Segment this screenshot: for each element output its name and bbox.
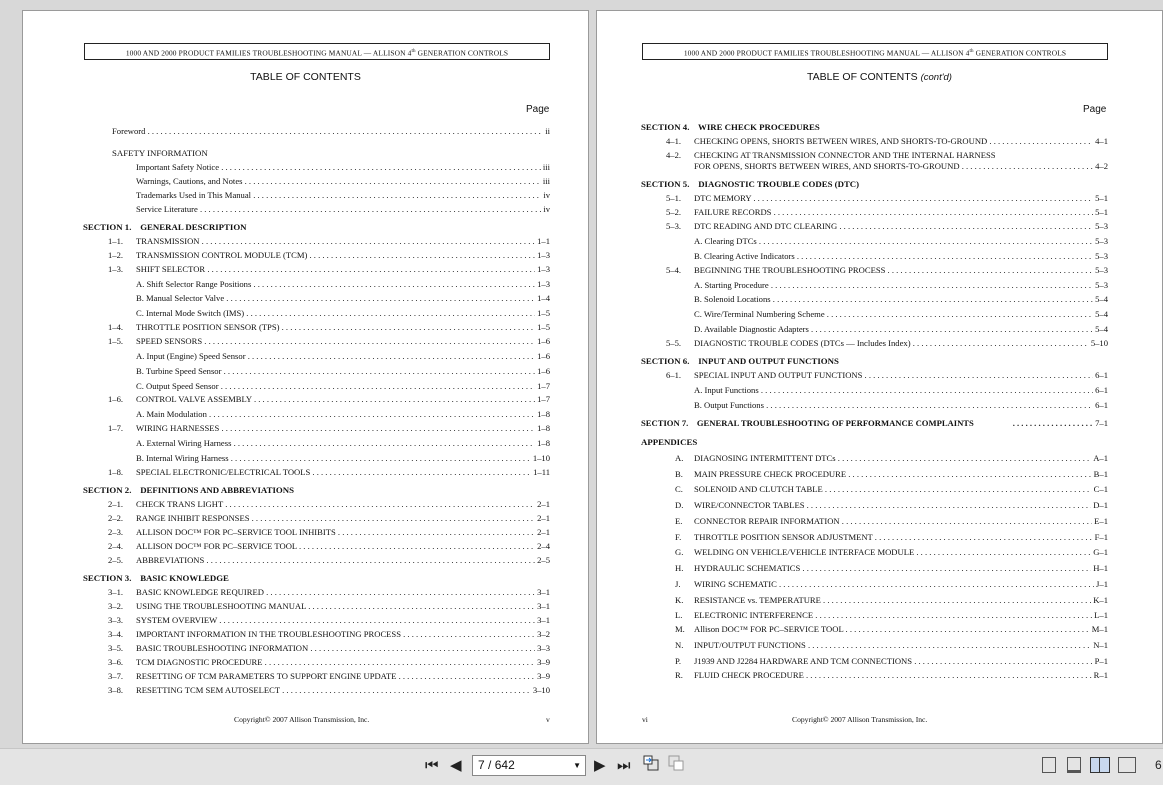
toc-entry-title: SPECIAL ELECTRONIC/ELECTRICAL TOOLS . . .	[136, 467, 550, 478]
toc-entry-title: B. Solenoid Locations . . .	[694, 294, 1108, 305]
toc-entry[interactable]	[675, 516, 1108, 527]
toc-entry-title: SPECIAL INPUT AND OUTPUT FUNCTIONS . . .	[694, 370, 1108, 381]
toc-entry[interactable]	[136, 351, 550, 362]
toc-page-number: 5–10	[1090, 338, 1108, 348]
toc-entry-number: 2–1.	[108, 499, 124, 509]
toc-entry-title: C. Output Speed Sensor . . .	[136, 381, 550, 392]
viewer-toolbar	[0, 748, 1163, 785]
toc-page-number: 3–10	[532, 685, 550, 695]
toc-page-number: 4–1	[1095, 136, 1108, 146]
toc-entry-number: 1–2.	[108, 250, 124, 260]
toc-entry-number: D.	[675, 500, 684, 510]
toc-entry[interactable]	[136, 438, 550, 449]
toc-page-number: C–1	[1093, 484, 1108, 494]
toc-entry-number: E.	[675, 516, 683, 526]
toc-entry-number: C.	[675, 484, 683, 494]
toc-entry[interactable]	[675, 453, 1108, 464]
toc-entry-title: SHIFT SELECTOR . . .	[136, 264, 550, 275]
toc-entry[interactable]	[694, 236, 1108, 247]
toc-entry[interactable]	[136, 176, 550, 187]
toc-page-number: 5–1	[1095, 207, 1108, 217]
toc-entry[interactable]	[108, 601, 550, 612]
toc-entry[interactable]	[136, 453, 550, 464]
toc-page-number: 5–4	[1095, 294, 1108, 304]
toc-entry[interactable]	[666, 338, 1108, 349]
footer-page-number: vi	[642, 715, 648, 724]
toc-entry[interactable]	[694, 400, 1108, 411]
toc-entry[interactable]	[136, 162, 550, 173]
toc-entry[interactable]	[108, 541, 550, 552]
toc-section-heading[interactable]	[83, 485, 294, 496]
toc-page-number: 3–1	[537, 601, 550, 611]
toc-section-label: SECTION 4. WIRE CHECK PROCEDURES	[641, 122, 820, 132]
previous-page-icon[interactable]: ◀	[450, 756, 462, 774]
toc-entry-title: RESISTANCE vs. TEMPERATURE . . .	[694, 595, 1108, 606]
toc-entry[interactable]	[108, 236, 550, 247]
toc-section-heading[interactable]	[641, 437, 697, 448]
toc-entry-number: K.	[675, 595, 684, 605]
toc-entry-number: 5–3.	[666, 221, 682, 231]
toc-page-number: 1–6	[537, 366, 550, 376]
toc-entry-number: A.	[675, 453, 684, 463]
toc-page-number: 1–3	[537, 250, 550, 260]
first-page-icon[interactable]: ⏮	[425, 756, 439, 774]
toc-entry-title: A. External Wiring Harness . . .	[136, 438, 550, 449]
toc-page-number: L–1	[1094, 610, 1108, 620]
toc-entry-title: B. Output Functions . . .	[694, 400, 1108, 411]
toc-section-heading[interactable]	[641, 122, 820, 133]
toc-entry-title: CHECK TRANS LIGHT . . .	[136, 499, 550, 510]
toc-page-number: 5–4	[1095, 309, 1108, 319]
toc-entry-title: C. Wire/Terminal Numbering Scheme . . .	[694, 309, 1108, 320]
page-column-label: Page	[526, 104, 550, 115]
go-back-icon[interactable]	[643, 755, 659, 771]
last-page-icon[interactable]: ⏭	[617, 756, 631, 774]
toc-entry-title: CONTROL VALVE ASSEMBLY . . .	[136, 394, 550, 405]
toc-section-label: SECTION 1. GENERAL DESCRIPTION	[83, 222, 247, 232]
toc-entry-title: ABBREVIATIONS . . .	[136, 555, 550, 566]
toc-entry-number: 4–1.	[666, 136, 682, 146]
toc-entry-number: 1–5.	[108, 336, 124, 346]
toc-page-number: 3–9	[537, 657, 550, 667]
toc-entry-number: 5–1.	[666, 193, 682, 203]
toc-entry-title: J1939 AND J2284 HARDWARE AND TCM CONNECTIONS . . .	[694, 656, 1108, 667]
toc-entry-number: N.	[675, 640, 684, 650]
toc-entry[interactable]	[108, 671, 550, 682]
toc-entry-title: BASIC KNOWLEDGE REQUIRED . . .	[136, 587, 550, 598]
toc-section-heading[interactable]	[83, 222, 247, 233]
toc-page-number: 1–4	[537, 293, 550, 303]
toc-entry-number: M.	[675, 624, 685, 634]
toc-entry[interactable]	[666, 193, 1108, 204]
toc-page-number: G–1	[1093, 547, 1108, 557]
toc-entry-title: FAILURE RECORDS . . .	[694, 207, 1108, 218]
toc-entry[interactable]	[694, 385, 1108, 396]
toc-entry-title: SOLENOID AND CLUTCH TABLE . . .	[694, 484, 1108, 495]
toc-entry[interactable]	[108, 587, 550, 598]
toc-page-number: 1–3	[537, 279, 550, 289]
toc-entry[interactable]	[666, 370, 1108, 381]
toc-entry-title: BEGINNING THE TROUBLESHOOTING PROCESS . . .	[694, 265, 1108, 276]
toc-entry[interactable]	[136, 293, 550, 304]
toc-entry-title: B. Clearing Active Indicators . . .	[694, 251, 1108, 262]
toc-section-heading[interactable]	[83, 573, 229, 584]
toc-section-heading[interactable]	[112, 148, 208, 159]
toc-entry[interactable]	[675, 624, 1108, 635]
toc-page-number: 1–11	[533, 467, 550, 477]
toc-entry[interactable]	[694, 324, 1108, 335]
toc-entry[interactable]	[108, 423, 550, 434]
toc-entry[interactable]	[675, 547, 1108, 558]
toc-entry[interactable]	[675, 563, 1108, 574]
toc-entry[interactable]	[108, 250, 550, 261]
toc-entry[interactable]	[136, 308, 550, 319]
toc-page-number: 1–6	[537, 336, 550, 346]
toc-entry-title: RANGE INHIBIT RESPONSES . . .	[136, 513, 550, 524]
toc-entry-title: CHECKING OPENS, SHORTS BETWEEN WIRES, AND SHORTS-TO-GROUND . . .	[694, 136, 1108, 147]
toc-entry-number: 1–3.	[108, 264, 124, 274]
toc-entry-title: IMPORTANT INFORMATION IN THE TROUBLESHOOTING PROCESS . . .	[136, 629, 550, 640]
toc-entry-number: 5–5.	[666, 338, 682, 348]
toc-section-heading[interactable]	[641, 418, 1108, 429]
toc-page-number: iii	[542, 176, 550, 186]
toc-entry-number: 3–5.	[108, 643, 124, 653]
toc-entry-title: SPEED SENSORS . . .	[136, 336, 550, 347]
toc-entry-title: WIRE/CONNECTOR TABLES . . .	[694, 500, 1108, 511]
toc-page-number: 1–5	[537, 322, 550, 332]
toc-entry-number: 1–7.	[108, 423, 124, 433]
toc-entry-title: A. Input Functions . . .	[694, 385, 1108, 396]
toc-page-number: 2–1	[537, 527, 550, 537]
toc-page-number: 1–8	[537, 423, 550, 433]
toc-entry[interactable]	[108, 322, 550, 333]
two-page-continuous-view-icon[interactable]	[1118, 757, 1136, 773]
toc-entry-number: 2–4.	[108, 541, 124, 551]
toc-page-number: 2–4	[537, 541, 550, 551]
toc-page-number: P–1	[1094, 656, 1108, 666]
toc-page-number: J–1	[1096, 579, 1108, 589]
toc-entry[interactable]	[108, 336, 550, 347]
running-header: 1000 AND 2000 PRODUCT FAMILIES TROUBLESHOOTING MANUAL — ALLISON 4th GENERATION CONTROLS	[642, 43, 1108, 60]
single-page-view-icon[interactable]	[1042, 757, 1056, 773]
toc-section-label: SAFETY INFORMATION	[112, 148, 208, 158]
toc-entry-title: BASIC TROUBLESHOOTING INFORMATION . . .	[136, 643, 550, 654]
toc-entry-title: CONNECTOR REPAIR INFORMATION . . .	[694, 516, 1108, 527]
toc-entry-number: 3–4.	[108, 629, 124, 639]
toc-entry[interactable]	[675, 610, 1108, 621]
toc-entry[interactable]	[108, 264, 550, 275]
toc-entry-title: Foreword . . .	[112, 126, 550, 137]
toc-page-number: 1–7	[537, 394, 550, 404]
toc-entry-number: 4–2.	[666, 150, 682, 160]
toc-entry[interactable]	[675, 579, 1108, 590]
toc-page-number: 5–3	[1095, 265, 1108, 275]
toc-section-heading[interactable]	[641, 179, 859, 190]
toc-entry-number: P.	[675, 656, 681, 666]
toc-entry-title: USING THE TROUBLESHOOTING MANUAL . . .	[136, 601, 550, 612]
toc-page-number: 1–5	[537, 308, 550, 318]
zoom-value[interactable]: 6	[1155, 758, 1162, 772]
running-header: 1000 AND 2000 PRODUCT FAMILIES TROUBLESHOOTING MANUAL — ALLISON 4th GENERATION CONTROLS	[84, 43, 550, 60]
toc-entry[interactable]	[675, 595, 1108, 606]
toc-entry[interactable]	[136, 190, 550, 201]
toc-entry-number: 1–1.	[108, 236, 124, 246]
toc-page-number: K–1	[1093, 595, 1108, 605]
footer-copyright: Copyright© 2007 Allison Transmission, Inc.	[234, 715, 370, 724]
toc-entry-number: 2–2.	[108, 513, 124, 523]
page-title: TABLE OF CONTENTS	[250, 71, 361, 83]
toc-page-number: 2–1	[537, 513, 550, 523]
toc-entry[interactable]	[108, 615, 550, 626]
toc-page-number: 6–1	[1095, 385, 1108, 395]
toc-entry-title: Allison DOC™ FOR PC–SERVICE TOOL . . .	[694, 624, 1108, 635]
toc-entry-title: A. Clearing DTCs . . .	[694, 236, 1108, 247]
toc-entry-title: THROTTLE POSITION SENSOR ADJUSTMENT . . .	[694, 532, 1108, 543]
toc-entry-number: F.	[675, 532, 682, 542]
toc-entry[interactable]	[108, 527, 550, 538]
toc-entry-number: 3–8.	[108, 685, 124, 695]
toc-page-number: 1–6	[537, 351, 550, 361]
toc-entry[interactable]	[108, 555, 550, 566]
toc-entry-title: Warnings, Cautions, and Notes . . .	[136, 176, 550, 187]
toc-entry[interactable]	[136, 381, 550, 392]
footer-page-number: v	[546, 715, 550, 724]
toc-entry-title: FOR OPENS, SHORTS BETWEEN WIRES, AND SHORTS-TO-GROUND . . .	[694, 161, 1108, 172]
toc-entry[interactable]	[136, 366, 550, 377]
toc-entry[interactable]	[666, 221, 1108, 232]
toc-page-number: 3–3	[537, 643, 550, 653]
toc-entry[interactable]	[108, 499, 550, 510]
toc-page-number: A–1	[1093, 453, 1108, 463]
toc-entry-title: Trademarks Used in This Manual . . .	[136, 190, 550, 201]
toc-entry[interactable]	[675, 656, 1108, 667]
toc-entry-title: RESETTING TCM SEM AUTOSELECT . . .	[136, 685, 550, 696]
toc-page-number: D–1	[1093, 500, 1108, 510]
toc-entry[interactable]	[694, 161, 1108, 172]
toc-page-number: 2–5	[537, 555, 550, 565]
toc-section-heading[interactable]	[641, 356, 839, 367]
toc-entry-title: TCM DIAGNOSTIC PROCEDURE . . .	[136, 657, 550, 668]
toc-entry-title: B. Turbine Speed Sensor . . .	[136, 366, 550, 377]
toc-entry-title: MAIN PRESSURE CHECK PROCEDURE . . .	[694, 469, 1108, 480]
toc-section-label: SECTION 7. GENERAL TROUBLESHOOTING OF PERFORMANCE COMPLAINTS	[641, 418, 974, 428]
toc-entry[interactable]	[694, 309, 1108, 320]
toc-page-number: ii	[545, 126, 550, 136]
toc-page-number: 1–1	[537, 236, 550, 246]
toc-entry-number: H.	[675, 563, 684, 573]
page-number-select[interactable]: 7 / 642 ▼	[472, 755, 586, 776]
toc-page-number: F–1	[1094, 532, 1108, 542]
left-page	[22, 10, 589, 744]
toc-entry-number: 3–3.	[108, 615, 124, 625]
toc-page-number: 3–2	[537, 629, 550, 639]
page-title: TABLE OF CONTENTS (cont'd)	[807, 71, 952, 83]
toc-entry-title: SYSTEM OVERVIEW . . .	[136, 615, 550, 626]
toc-entry-title: DTC READING AND DTC CLEARING . . .	[694, 221, 1108, 232]
toc-entry-number: J.	[675, 579, 681, 589]
toc-page-number: 6–1	[1095, 370, 1108, 380]
toc-entry-number: B.	[675, 469, 683, 479]
toc-page-number: 1–8	[537, 438, 550, 448]
toc-page-number: E–1	[1094, 516, 1108, 526]
toc-entry-number: R.	[675, 670, 683, 680]
toc-page-number: 4–2	[1095, 161, 1108, 171]
toc-entry-title: A. Shift Selector Range Positions . . .	[136, 279, 550, 290]
toc-entry-title: FLUID CHECK PROCEDURE . . .	[694, 670, 1108, 681]
toc-entry[interactable]	[675, 469, 1108, 480]
toc-page-number: 5–3	[1095, 221, 1108, 231]
toc-entry-number: L.	[675, 610, 683, 620]
toc-entry-title: C. Internal Mode Switch (IMS) . . .	[136, 308, 550, 319]
toc-entry-title: ALLISON DOC™ FOR PC–SERVICE TOOL INHIBITS . . .	[136, 527, 550, 538]
toc-entry[interactable]	[666, 150, 1108, 161]
toc-entry-title: A. Main Modulation . . .	[136, 409, 550, 420]
toc-entry[interactable]	[694, 251, 1108, 262]
toc-entry-title: Service Literature . . .	[136, 204, 550, 215]
toc-entry-title: WELDING ON VEHICLE/VEHICLE INTERFACE MODULE . . .	[694, 547, 1108, 558]
toc-page-number: 5–3	[1095, 236, 1108, 246]
toc-page-number: iii	[542, 162, 550, 172]
toc-entry-number: 3–7.	[108, 671, 124, 681]
toc-page-number: 3–1	[537, 615, 550, 625]
toc-entry[interactable]	[108, 685, 550, 696]
toc-entry-title: WIRING HARNESSES . . .	[136, 423, 550, 434]
toc-entry[interactable]	[108, 629, 550, 640]
toc-entry[interactable]	[666, 207, 1108, 218]
chevron-down-icon: ▼	[573, 761, 581, 770]
toc-entry-number: 5–4.	[666, 265, 682, 275]
toc-entry-number: 1–4.	[108, 322, 124, 332]
footer-copyright: Copyright© 2007 Allison Transmission, Inc.	[792, 715, 928, 724]
toc-entry-number: 3–1.	[108, 587, 124, 597]
toc-entry-title: A. Starting Procedure . . .	[694, 280, 1108, 291]
toc-entry[interactable]	[108, 394, 550, 405]
toc-entry-number: 3–6.	[108, 657, 124, 667]
toc-entry-title: WIRING SCHEMATIC . . .	[694, 579, 1108, 590]
continuous-view-icon[interactable]	[1067, 757, 1081, 773]
toc-page-number: 5–4	[1095, 324, 1108, 334]
toc-entry[interactable]	[675, 532, 1108, 543]
toc-entry-number: 3–2.	[108, 601, 124, 611]
toc-entry-title: DTC MEMORY . . .	[694, 193, 1108, 204]
toc-page-number: 1–8	[537, 409, 550, 419]
toc-page-number: 6–1	[1095, 400, 1108, 410]
page-column-label: Page	[1083, 104, 1107, 115]
toc-page-number: R–1	[1093, 670, 1108, 680]
toc-page-number: iv	[543, 204, 550, 214]
toc-section-label: APPENDICES	[641, 437, 698, 447]
toc-entry[interactable]	[675, 640, 1108, 651]
toc-page-number: 1–3	[537, 264, 550, 274]
toc-page-number: 5–1	[1095, 193, 1108, 203]
toc-section-label: SECTION 5. DIAGNOSTIC TROUBLE CODES (DTC)	[641, 179, 860, 189]
toc-entry-number: 2–3.	[108, 527, 124, 537]
toc-entry[interactable]	[108, 657, 550, 668]
toc-entry-title: INPUT/OUTPUT FUNCTIONS . . .	[694, 640, 1108, 651]
toc-page-number: N–1	[1093, 640, 1108, 650]
toc-entry-number: 6–1.	[666, 370, 682, 380]
toc-entry-title: HYDRAULIC SCHEMATICS . . .	[694, 563, 1108, 574]
toc-entry-number: 1–6.	[108, 394, 124, 404]
toc-entry[interactable]	[108, 513, 550, 524]
toc-entry-number: 5–2.	[666, 207, 682, 217]
toc-page-number: 3–9	[537, 671, 550, 681]
toc-page-number: 3–1	[537, 587, 550, 597]
toc-entry-title: ALLISON DOC™ FOR PC–SERVICE TOOL . . .	[136, 541, 550, 552]
toc-entry[interactable]	[675, 484, 1108, 495]
toc-page-number: H–1	[1093, 563, 1108, 573]
toc-entry-title: RESETTING OF TCM PARAMETERS TO SUPPORT ENGINE UPDATE . . .	[136, 671, 550, 682]
right-page	[596, 10, 1163, 744]
toc-entry-title: TRANSMISSION . . .	[136, 236, 550, 247]
toc-entry[interactable]	[675, 670, 1108, 681]
toc-entry-title: A. Input (Engine) Speed Sensor . . .	[136, 351, 550, 362]
toc-entry[interactable]	[108, 643, 550, 654]
two-page-view-icon[interactable]	[1090, 757, 1110, 773]
toc-entry[interactable]	[136, 204, 550, 215]
toc-entry-title: B. Internal Wiring Harness . . .	[136, 453, 550, 464]
toc-section-label: SECTION 2. DEFINITIONS AND ABBREVIATIONS	[83, 485, 295, 495]
toc-page-number: 1–7	[537, 381, 550, 391]
toc-entry[interactable]	[112, 126, 550, 137]
toc-entry[interactable]	[136, 279, 550, 290]
toc-entry[interactable]	[675, 500, 1108, 511]
toc-entry[interactable]	[694, 294, 1108, 305]
toc-entry-title: DIAGNOSING INTERMITTENT DTCs . . .	[694, 453, 1108, 464]
toc-page-number: B–1	[1093, 469, 1108, 479]
toc-entry-title: D. Available Diagnostic Adapters . . .	[694, 324, 1108, 335]
toc-page-number: iv	[543, 190, 550, 200]
toc-entry[interactable]	[666, 136, 1108, 147]
toc-entry-number: G.	[675, 547, 684, 557]
toc-page-number: 5–3	[1095, 280, 1108, 290]
next-page-icon[interactable]: ▶	[594, 756, 606, 774]
toc-entry-title: B. Manual Selector Valve . . .	[136, 293, 550, 304]
toc-entry[interactable]	[666, 265, 1108, 276]
toc-section-label: SECTION 6. INPUT AND OUTPUT FUNCTIONS	[641, 356, 839, 366]
toc-page-number: M–1	[1091, 624, 1108, 634]
toc-section-label: SECTION 3. BASIC KNOWLEDGE	[83, 573, 229, 583]
toc-entry-title: TRANSMISSION CONTROL MODULE (TCM) . . .	[136, 250, 550, 261]
toc-page-number: 2–1	[537, 499, 550, 509]
go-forward-icon[interactable]	[668, 755, 684, 771]
toc-entry-title: CHECKING AT TRANSMISSION CONNECTOR AND THE INTERNAL HARNESS	[694, 150, 996, 160]
toc-page-number: 1–10	[532, 453, 550, 463]
toc-entry[interactable]	[136, 409, 550, 420]
toc-entry[interactable]	[694, 280, 1108, 291]
toc-entry-title: Important Safety Notice . . .	[136, 162, 550, 173]
toc-page-number: 5–3	[1095, 251, 1108, 261]
toc-entry-number: 1–8.	[108, 467, 124, 477]
toc-entry-title: DIAGNOSTIC TROUBLE CODES (DTCs — Includes Index) . . .	[694, 338, 1108, 349]
toc-entry-title: ELECTRONIC INTERFERENCE . . .	[694, 610, 1108, 621]
toc-entry-title: THROTTLE POSITION SENSOR (TPS) . . .	[136, 322, 550, 333]
toc-entry[interactable]	[108, 467, 550, 478]
toc-page-number: 7–1	[1095, 418, 1108, 428]
toc-entry-number: 2–5.	[108, 555, 124, 565]
